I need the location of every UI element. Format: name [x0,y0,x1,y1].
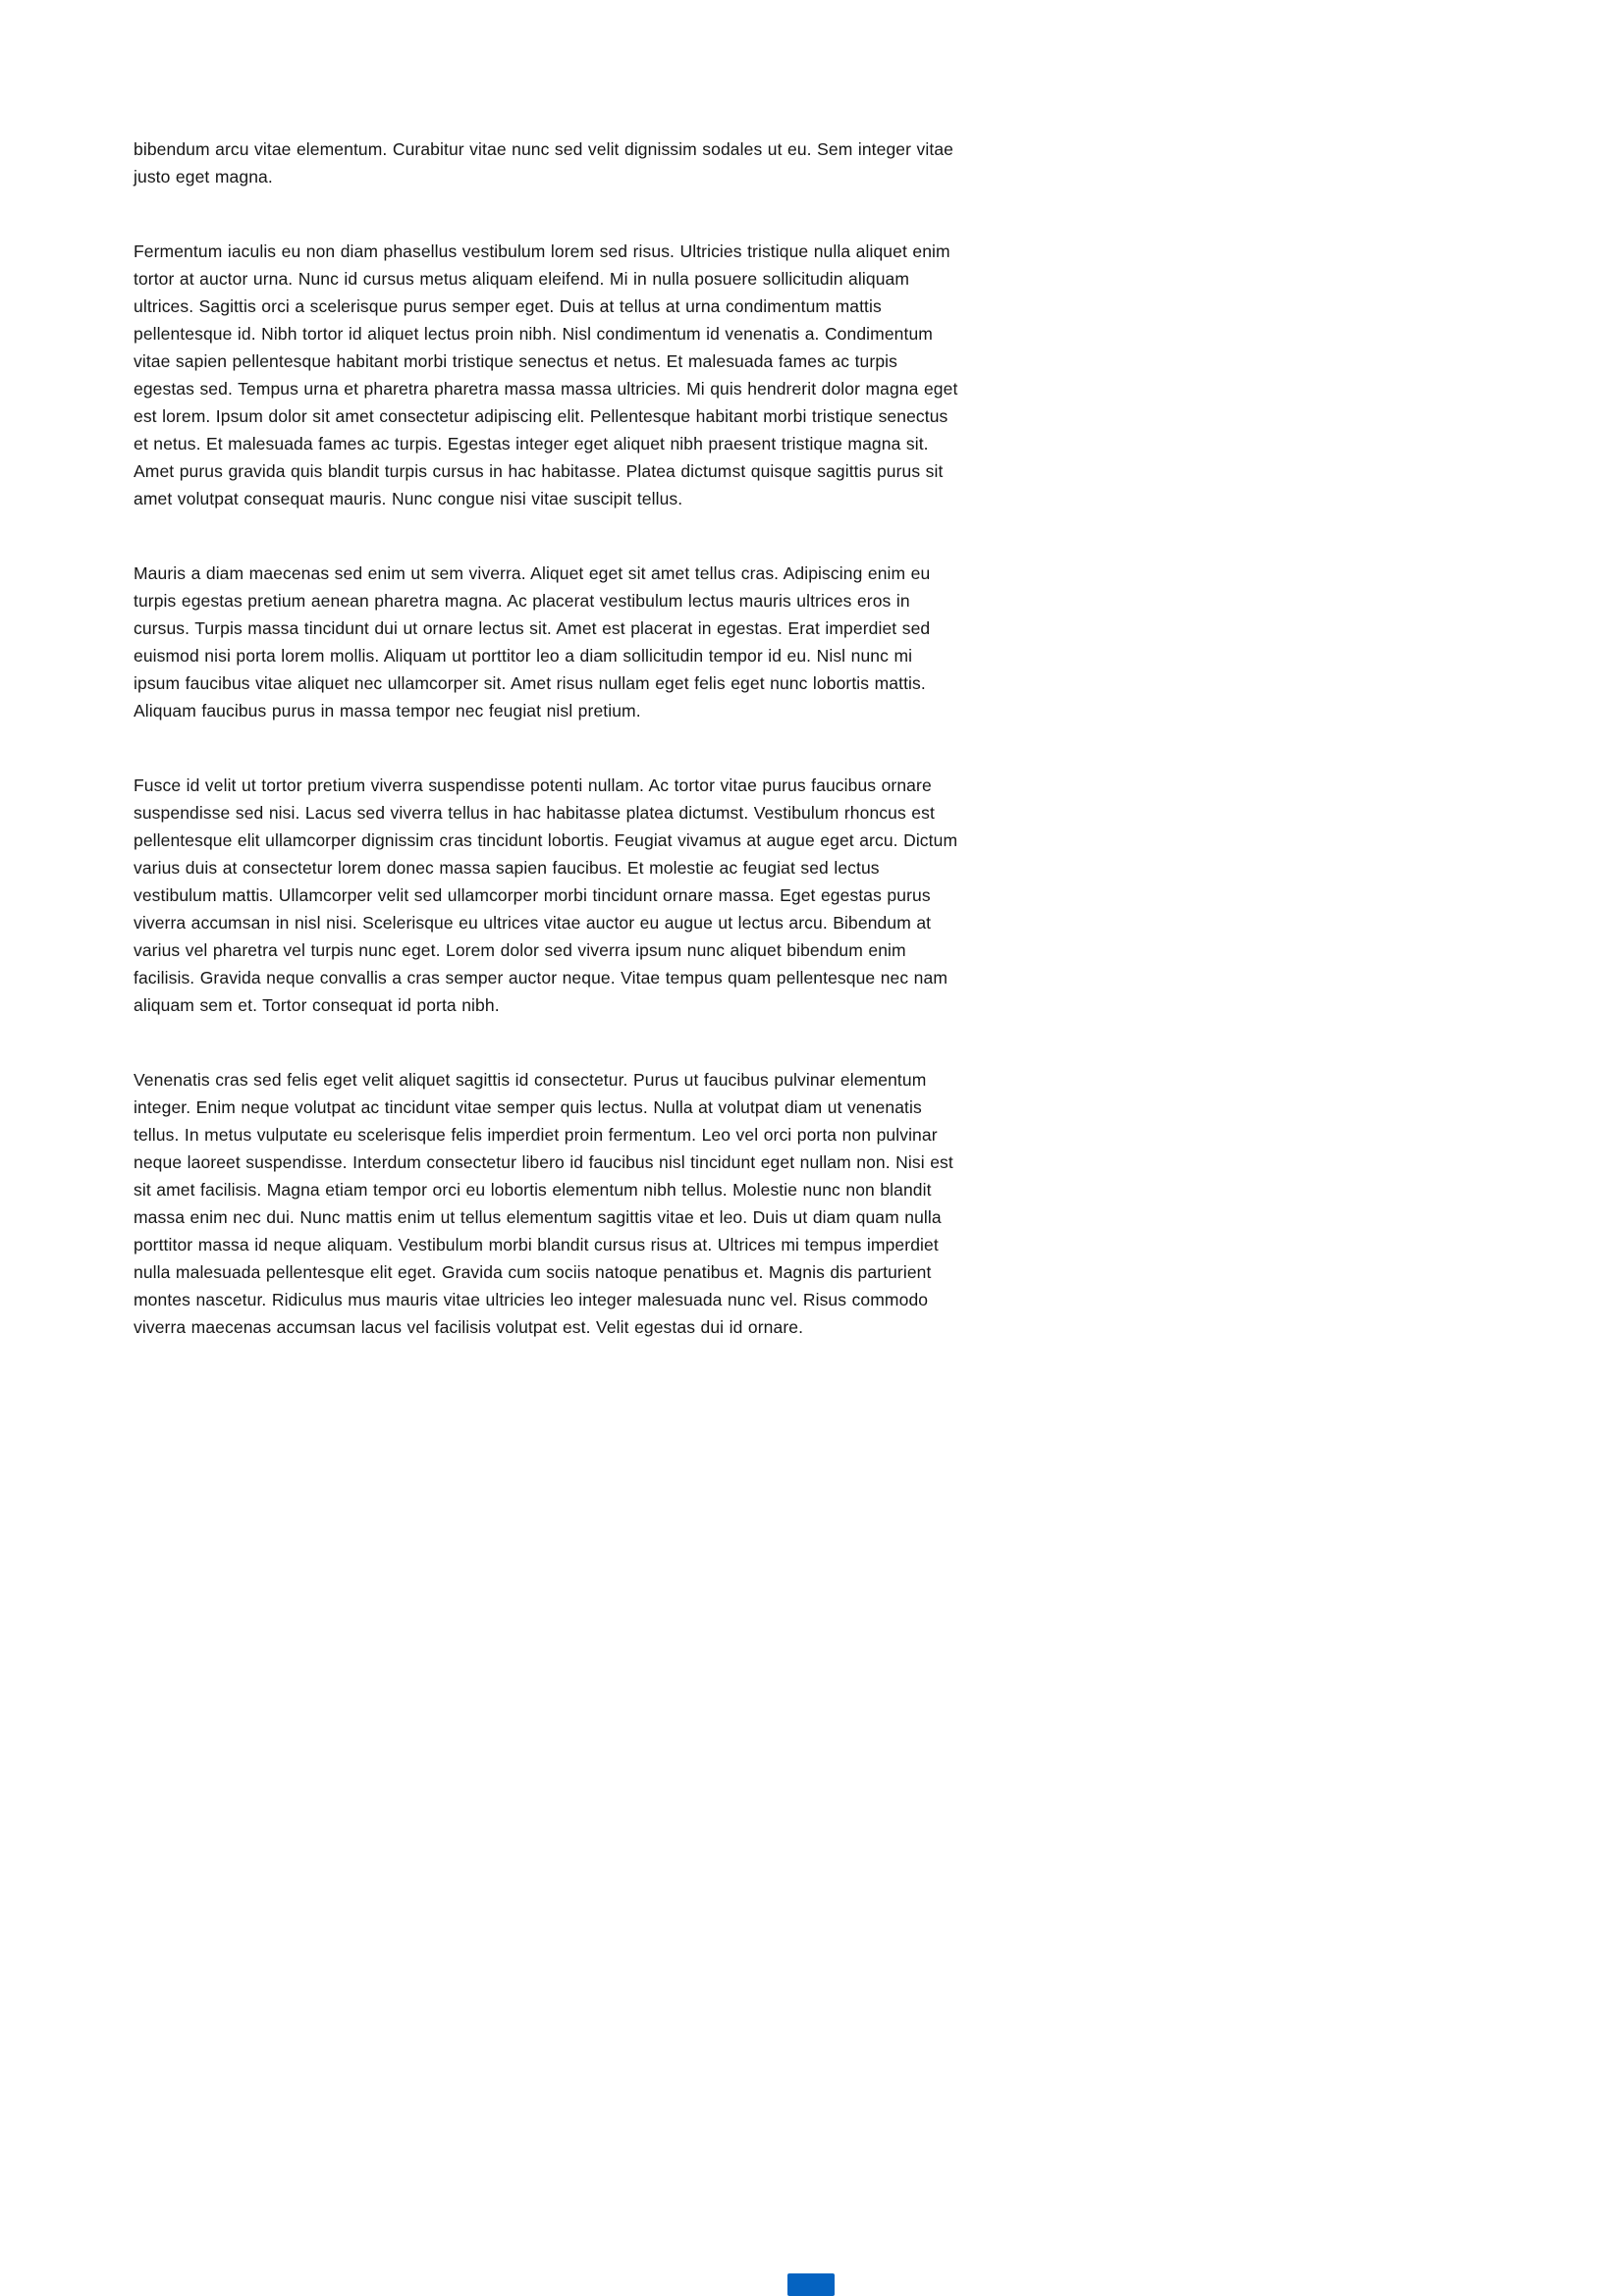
clipped-hyperlink-fragment[interactable] [787,2273,835,2296]
paragraph: Mauris a diam maecenas sed enim ut sem viverra. Aliquet eget sit amet tellus cras. Adipiscing enim eu turpis egestas pretium aenean pharetra magna. Ac placerat vestibulum lectus mauris ultrices eros in cursus. Turpis massa tincidunt dui ut ornare lectus sit. Amet est placerat in egestas. Erat imperdiet sed euismod nisi porta lorem mollis. Aliquam ut porttitor leo a diam sollicitudin tempor id eu. Nisl nunc mi ipsum faucibus vitae aliquet nec ullamcorper sit. Amet risus nullam eget felis eget nunc lobortis mattis. Aliquam faucibus purus in massa tempor nec feugiat nisl pretium. [134,563,931,721]
document-body-text [134,135,960,1388]
paragraph: Fusce id velit ut tortor pretium viverra suspendisse potenti nullam. Ac tortor vitae purus faucibus ornare suspendisse sed nisi. Lacus sed viverra tellus in hac habitasse platea dictumst. Vestibulum rhoncus est pellentesque elit ullamcorper dignissim cras tincidunt lobortis. Feugiat vivamus at augue eget arcu. Dictum varius duis at consectetur lorem donec massa sapien faucibus. Et molestie ac feugiat sed lectus vestibulum mattis. Ullamcorper velit sed ullamcorper morbi tincidunt ornare massa. Eget egestas purus viverra accumsan in nisl nisi. Scelerisque eu ultrices vitae auctor eu augue ut lectus arcu. Bibendum at varius vel pharetra vel turpis nunc eget. Lorem dolor sed viverra ipsum nunc aliquet bibendum enim facilisis. Gravida neque convallis a cras semper auctor neque. Vitae tempus quam pellentesque nec nam aliquam sem et. Tortor consequat id porta nibh. [134,775,958,1015]
paragraph: bibendum arcu vitae elementum. Curabitur vitae nunc sed velit dignissim sodales ut eu. Sem integer vitae justo eget magna. [134,139,953,187]
paragraph: Fermentum iaculis eu non diam phasellus vestibulum lorem sed risus. Ultricies tristique nulla aliquet enim tortor at auctor urna. Nunc id cursus metus aliquam eleifend. Mi in nulla posuere sollicitudin aliquam ultrices. Sagittis orci a scelerisque purus semper eget. Duis at tellus at urna condimentum mattis pellentesque id. Nibh tortor id aliquet lectus proin nibh. Nisl condimentum id venenatis a. Condimentum vitae sapien pellentesque habitant morbi tristique senectus et netus. Et malesuada fames ac turpis egestas sed. Tempus urna et pharetra pharetra massa massa ultricies. Mi quis hendrerit dolor magna eget est lorem. Ipsum dolor sit amet consectetur adipiscing elit. Pellentesque habitant morbi tristique senectus et netus. Et malesuada fames ac turpis. Egestas integer eget aliquet nibh praesent tristique magna sit. Amet purus gravida quis blandit turpis cursus in hac habitasse. Platea dictumst quisque sagittis purus sit amet volutpat consequat mauris. Nunc congue nisi vitae suscipit tellus. [134,241,958,508]
paragraph: Venenatis cras sed felis eget velit aliquet sagittis id consectetur. Purus ut faucibus pulvinar elementum integer. Enim neque volutpat ac tincidunt vitae semper quis lectus. Nulla at volutpat diam ut venenatis tellus. In metus vulputate eu scelerisque felis imperdiet proin fermentum. Leo vel orci porta non pulvinar neque laoreet suspendisse. Interdum consectetur libero id faucibus nisl tincidunt eget nullam non. Nisi est sit amet facilisis. Magna etiam tempor orci eu lobortis elementum nibh tellus. Molestie nunc non blandit massa enim nec dui. Nunc mattis enim ut tellus elementum sagittis vitae et leo. Duis ut diam quam nulla porttitor massa id neque aliquam. Vestibulum morbi blandit cursus risus at. Ultrices mi tempus imperdiet nulla malesuada pellentesque elit eget. Gravida cum sociis natoque penatibus et. Magnis dis parturient montes nascetur. Ridiculus mus mauris vitae ultricies leo integer malesuada nunc vel. Risus commodo viverra maecenas accumsan lacus vel facilisis volutpat est. Velit egestas dui id ornare. [134,1070,953,1337]
